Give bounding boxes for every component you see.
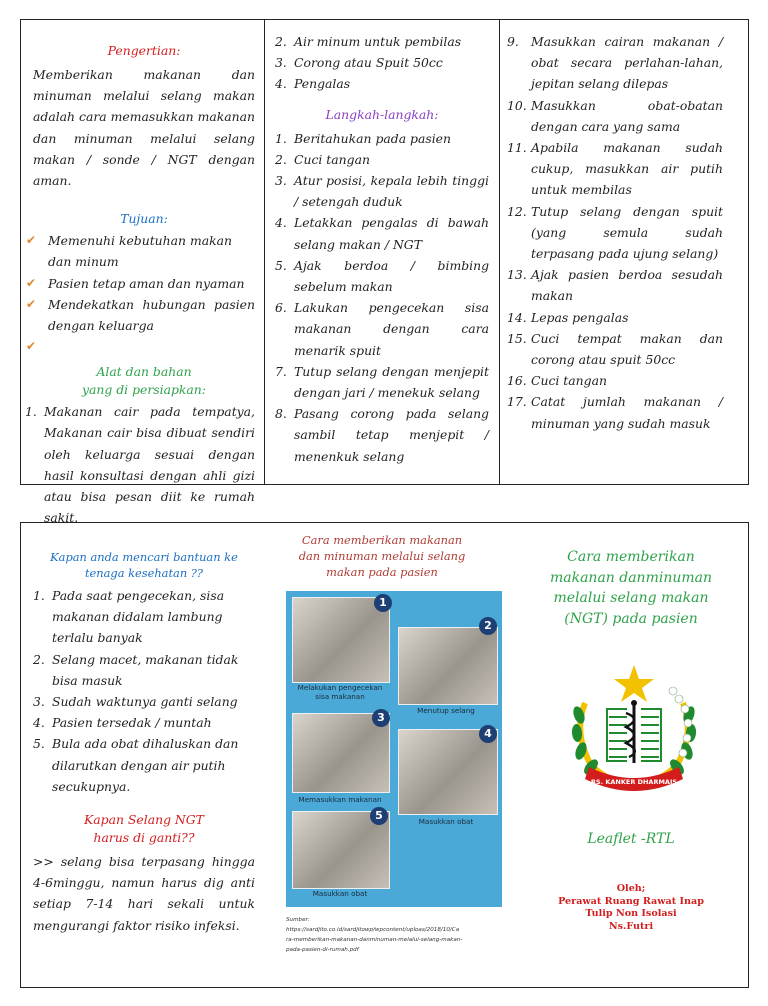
ngt-heading: Kapan Selang NGT harus di ganti??	[84, 812, 204, 846]
photo-closing-tube	[398, 627, 498, 705]
item-text: Letakkan pengalas di bawah selang makan / NGT	[294, 215, 489, 252]
step-number-badge: 4	[479, 725, 497, 743]
item-number: 4.	[33, 715, 45, 731]
step-item	[275, 128, 489, 149]
item-number: 8.	[275, 406, 287, 422]
source-citation: Sumber: https://sardjito.co.id/sardjitowp/wpcontent/uploas/2018/10/Ca ra-memberikan-makanan-danminuman-melalui-selang-makan- pada-pasien-di-rumah.pdf	[286, 917, 463, 953]
step-item	[507, 31, 723, 95]
procedure-photo-panel	[286, 591, 502, 907]
item-number: 1.	[33, 588, 45, 603]
item-number: 15.	[507, 330, 527, 346]
step-item	[275, 170, 489, 212]
list-item: ✔ Mendekatkan hubungan pasien dengan keluarga	[23, 294, 255, 336]
item-number: 11.	[507, 140, 527, 156]
tujuan-list	[23, 230, 255, 357]
column-divider	[499, 20, 500, 484]
item-text: Atur posisi, kepala lebih tinggi / setengah duduk	[294, 173, 489, 210]
list-item	[275, 52, 489, 73]
item-text: Corong atau Spuit 50cc	[294, 55, 443, 71]
list-item	[23, 336, 255, 357]
tujuan-heading: Tujuan:	[120, 211, 168, 227]
column-definition	[25, 20, 255, 526]
alat-heading: Alat dan bahan yang di persiapkan:	[82, 364, 206, 398]
column-steps-second	[507, 20, 723, 484]
alat-list-continued	[275, 31, 489, 95]
item-number: 14.	[507, 309, 527, 325]
item-text: Pada saat pengecekan, sisa makanan didalam lambung terlalu banyak	[52, 588, 225, 646]
item-text: Cuci tempat makan dan corong atau spuit 50cc	[531, 330, 723, 368]
item-number: 1.	[275, 130, 287, 146]
step-number-badge: 1	[374, 594, 392, 612]
list-item	[33, 585, 255, 649]
photo-caption: Masukkan obat	[312, 889, 368, 898]
photo-caption: Memasukkan makanan	[298, 795, 382, 804]
item-text: Masukkan obat-obatan dengan cara yang sama	[531, 97, 723, 134]
kapan-list	[33, 585, 255, 797]
item-text: Tutup selang dengan spuit (yang semula sudah terpasang pada ujung selang)	[531, 203, 723, 262]
item-number: 3.	[275, 173, 287, 189]
check-icon: ✔	[26, 233, 37, 248]
item-number: 5.	[275, 257, 287, 273]
item-number: 10.	[507, 97, 527, 113]
step-item	[507, 201, 723, 265]
step-item	[507, 307, 723, 328]
item-number: 9.	[507, 34, 519, 49]
item-text: Ajak berdoa / bimbing sebelum makan	[294, 257, 489, 295]
item-text: Cuci tangan	[294, 151, 370, 167]
step-item	[507, 95, 723, 137]
list-item	[33, 649, 255, 691]
item-number: 5.	[33, 736, 45, 752]
list-item: ✔ Memenuhi kebutuhan makan dan minum	[23, 230, 255, 272]
list-item: ✔ Pasien tetap aman dan nyaman	[23, 273, 255, 294]
ngt-text: >> selang bisa terpasang hingga 4-6minggu, namun harus dig anti setiap 7-14 hari sekali untuk mengurangi faktor risiko infeksi.	[33, 854, 255, 933]
check-icon: ✔	[26, 296, 37, 311]
illustration-heading: Cara memberikan makanan dan minuman melalui selang makan pada pasien	[298, 533, 466, 579]
item-number: 6.	[275, 300, 287, 316]
leaflet-label: Leaflet -RTL	[587, 831, 675, 847]
hospital-logo	[569, 663, 699, 797]
step-item	[275, 255, 489, 297]
step-item	[275, 361, 489, 403]
list-item	[33, 712, 255, 733]
photo-caption: Menutup selang	[417, 706, 475, 715]
langkah-list-continued	[507, 31, 723, 434]
item-number: 2.	[275, 151, 287, 167]
leaflet-inside-panel	[20, 19, 749, 526]
check-icon: ✔	[26, 275, 37, 290]
photo-caption: Masukkan obat	[418, 817, 474, 826]
list-item	[275, 31, 489, 52]
item-number: 7.	[275, 363, 287, 379]
item-number: 13.	[507, 267, 527, 283]
step-item	[507, 370, 723, 391]
item-text: Tutup selang dengan menjepit dengan jari / menekuk selang	[294, 363, 489, 401]
column-help	[33, 523, 255, 987]
leaflet-outside-panel	[20, 522, 749, 988]
list-item	[33, 691, 255, 712]
item-number: 17.	[507, 394, 527, 410]
kapan-heading: Kapan anda mencari bantuan ke tenaga kesehatan ??	[50, 550, 238, 580]
pengertian-text: Memberikan makanan dan minuman melalui selang makan adalah cara memasukkan makanan dan minuman melalui selang makan / sonde / NGT dengan aman.	[33, 67, 255, 189]
photo-caption: Melakukan pengecekan sisa makanan	[297, 683, 383, 701]
step-item	[275, 403, 489, 467]
column-divider	[264, 20, 265, 484]
item-number: 16.	[507, 373, 527, 389]
step-item	[507, 137, 723, 201]
langkah-list	[275, 128, 489, 467]
item-number: 2.	[275, 34, 287, 49]
step-number-badge: 5	[370, 807, 388, 825]
item-text: Pasang corong pada selang sambil tetap menjepit / menenkuk selang	[294, 406, 489, 464]
step-item	[275, 149, 489, 170]
step-number-badge: 2	[479, 617, 497, 635]
item-text: Lepas pengalas	[531, 309, 629, 325]
photo-checking-residue	[292, 597, 390, 683]
item-text: Pasien tersedak / muntah	[52, 715, 212, 731]
list-item: 1. Makanan cair pada tempatya, Makanan cair bisa dibuat sendiri oleh keluarga sesuai dengan hasil konsultasi dengan ahli gizi atau bisa pesan diit ke rumah sakit.	[25, 404, 255, 526]
item-text: Apabila makanan sudah cukup, masukkan air putih untuk membilas	[531, 140, 723, 198]
item-text: Cuci tangan	[531, 373, 607, 389]
cover-title: Cara memberikan makanan danminuman melalui selang makan (NGT) pada pasien	[549, 549, 713, 627]
item-text: Lakukan pengecekan sisa makanan dengan cara menarik spuit	[294, 300, 489, 358]
step-number-badge: 3	[372, 709, 390, 727]
step-item	[275, 297, 489, 361]
author-block: Oleh; Perawat Ruang Rawat Inap Tulip Non Isolasi Ns.Futri	[558, 883, 704, 932]
item-text: Bula ada obat dihaluskan dan dilarutkan dengan air putih secukupnya.	[52, 736, 239, 794]
item-number: 4.	[275, 76, 287, 92]
pengertian-heading: Pengertian:	[107, 43, 181, 58]
langkah-heading: Langkah-langkah:	[325, 106, 439, 122]
logo-banner-text: RS. KANKER DHARMAIS	[590, 778, 678, 786]
item-text: Air minum untuk pembilas	[294, 34, 462, 49]
item-text: Pengalas	[294, 76, 351, 92]
step-item	[507, 264, 723, 306]
item-number: 3.	[275, 55, 287, 71]
step-item	[275, 212, 489, 254]
item-number: 4.	[275, 215, 287, 231]
item-text: Ajak pasien berdoa sesudah makan	[531, 267, 723, 304]
item-text: Sudah waktunya ganti selang	[52, 694, 238, 710]
item-number: 2.	[33, 651, 45, 667]
item-number: 3.	[33, 694, 45, 710]
item-text: Catat jumlah makanan / minuman yang sudah masuk	[531, 394, 723, 431]
column-cover	[521, 523, 741, 987]
column-steps-first	[275, 20, 489, 484]
list-item	[275, 73, 489, 94]
step-item	[507, 328, 723, 370]
alat-list	[25, 401, 255, 528]
column-illustration	[264, 523, 500, 987]
item-text: Masukkan cairan makanan / obat secara perlahan-lahan, jepitan selang dilepas	[531, 34, 723, 92]
item-text: Selang macet, makanan tidak bisa masuk	[52, 651, 239, 688]
list-item	[33, 733, 255, 797]
item-text: Beritahukan pada pasien	[294, 130, 451, 146]
step-item	[507, 391, 723, 433]
check-icon: ✔	[26, 339, 37, 354]
item-number: 12.	[507, 203, 527, 219]
